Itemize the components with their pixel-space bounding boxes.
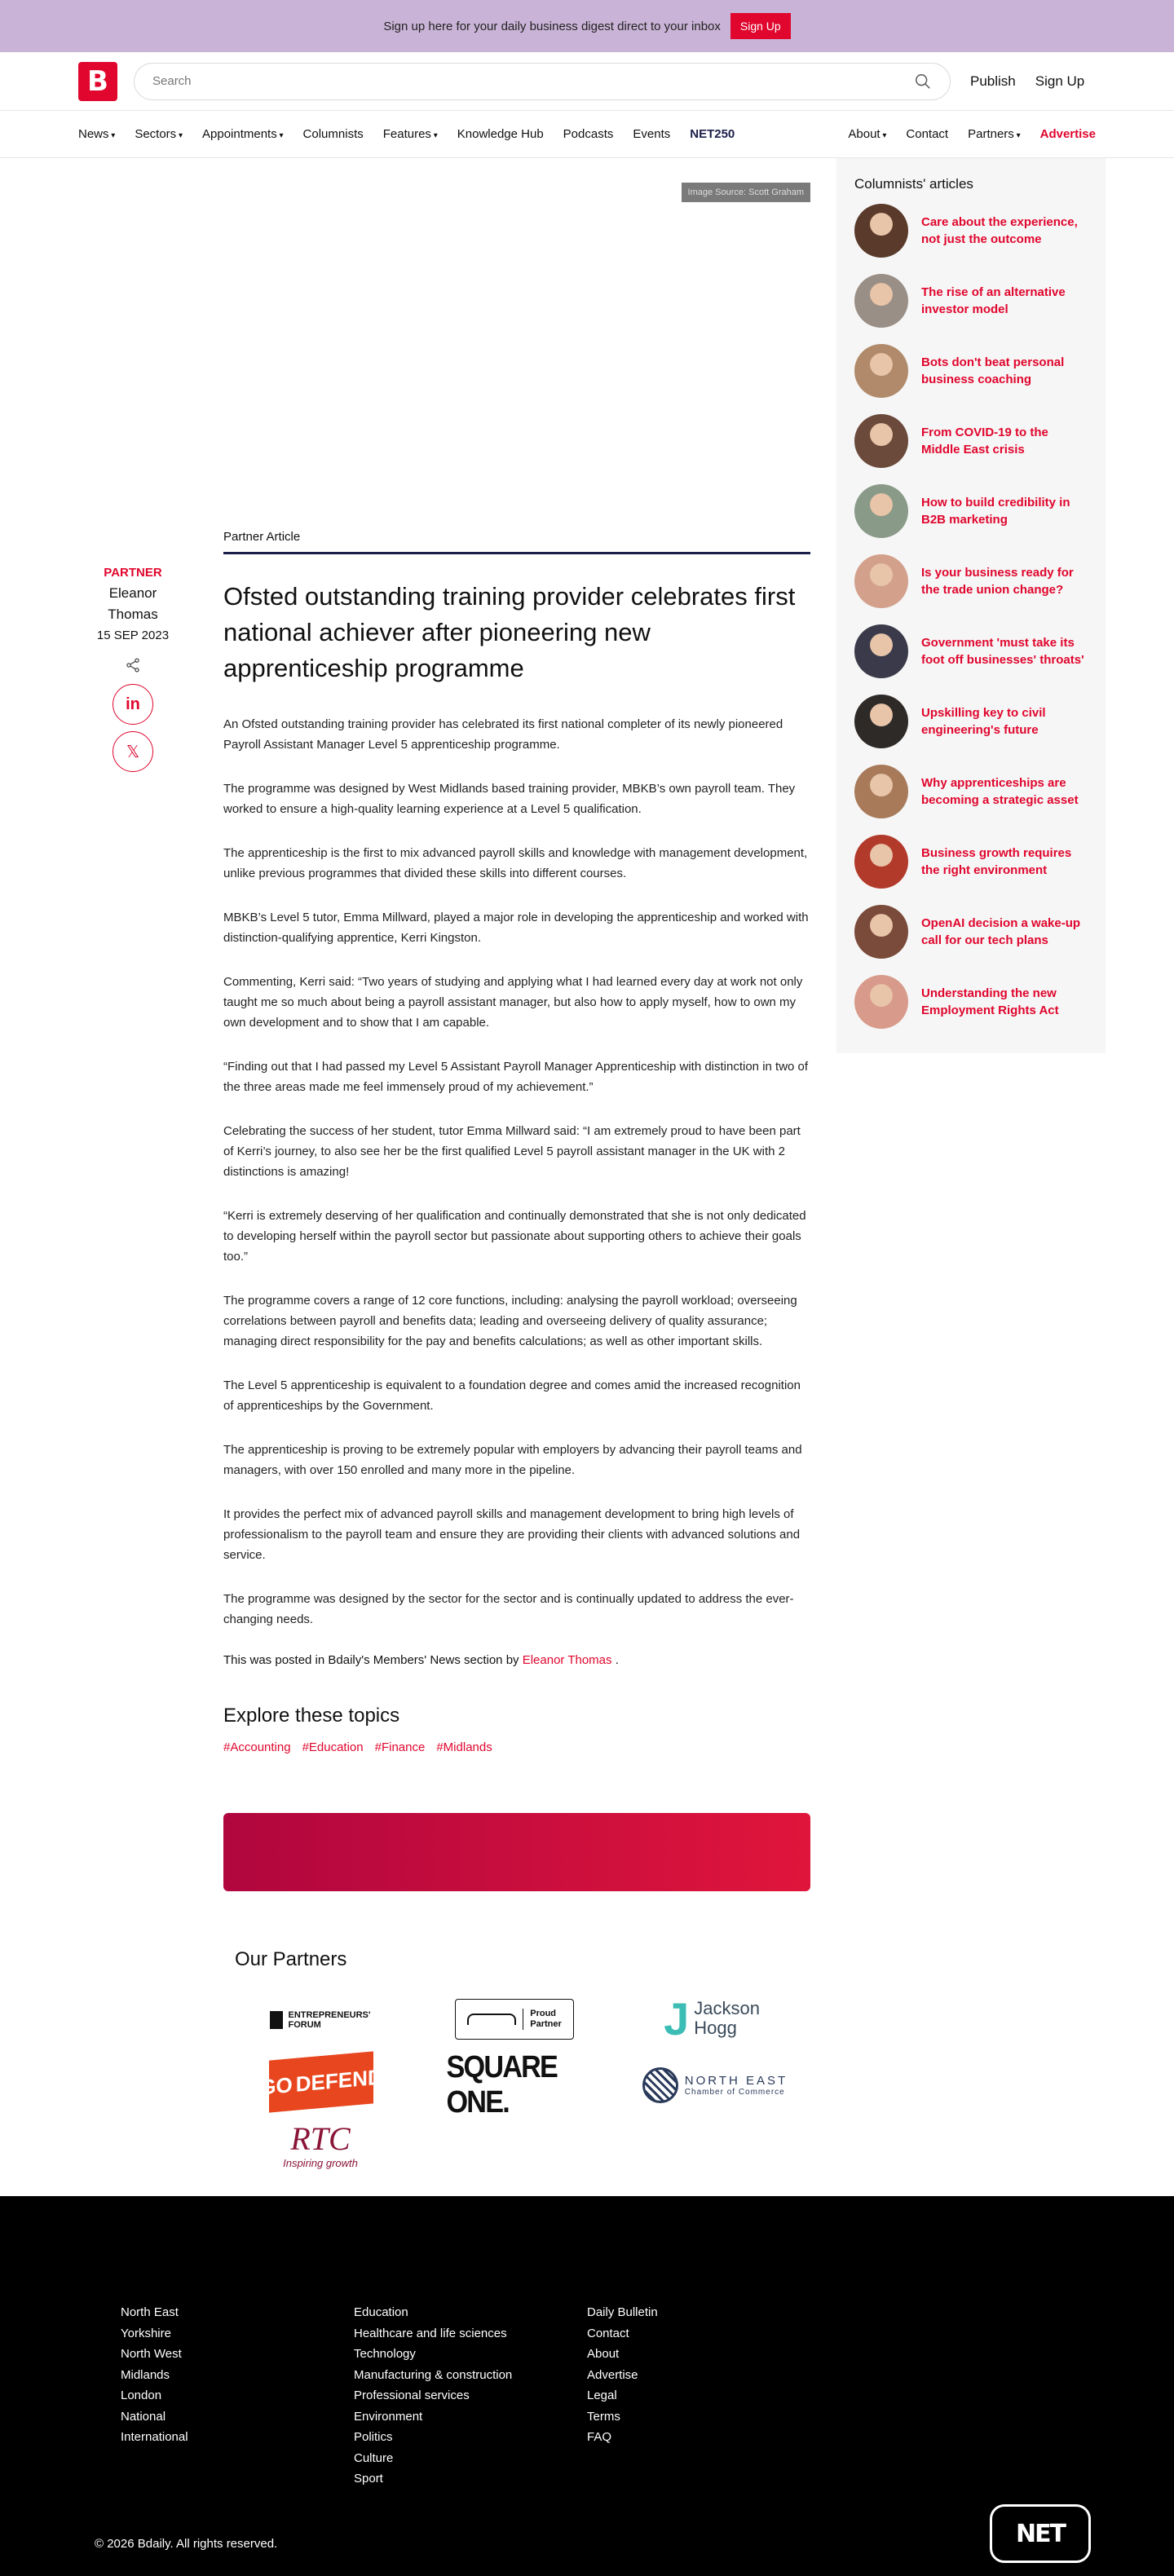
article-paragraph: The apprenticeship is the first to mix advanced payroll skills and knowledge with management development, unlike previous programmes that divided these skills into different courses. bbox=[223, 846, 808, 880]
nav-item-columnists[interactable]: Columnists bbox=[302, 127, 364, 141]
square-one-logo[interactable] bbox=[439, 2050, 594, 2119]
topic-tag-education[interactable]: #Education bbox=[302, 1740, 364, 1754]
article-paragraph: The programme covers a range of 12 core functions, including: analysing the payroll workload; overseeing correlations between payroll and benefits data; leading and overseeing delivery of quality assurance; managing direct responsibility for the pay and benefits calculations; as well as other important skills. bbox=[223, 1294, 797, 1348]
article-paragraph: The Level 5 apprenticeship is equivalent to a foundation degree and comes amid the increased recognition of apprenticeships by the Government. bbox=[223, 1378, 801, 1413]
columnist-article[interactable] bbox=[854, 554, 1088, 608]
article-paragraph: MBKB’s Level 5 tutor, Emma Millward, played a major role in developing the apprenticeship and worked with distinction-qualifying apprentice, Kerri Kingston. bbox=[223, 911, 809, 945]
columnist-article-title[interactable]: Government 'must take its foot off businesses' throats' bbox=[921, 636, 1084, 667]
footer-link-international[interactable]: International bbox=[121, 2430, 188, 2444]
footer-link-yorkshire[interactable]: Yorkshire bbox=[121, 2326, 171, 2340]
footer-link-north-west[interactable]: North West bbox=[121, 2347, 182, 2361]
nav-item-partners[interactable]: Partners ▾ bbox=[968, 127, 1021, 141]
site-header bbox=[0, 52, 1174, 111]
x-icon: 𝕏 bbox=[126, 742, 140, 761]
columnist-article-title[interactable]: Upskilling key to civil engineering's future bbox=[921, 706, 1046, 737]
publish-link[interactable]: Publish bbox=[970, 73, 1016, 89]
footer-link-advertise[interactable]: Advertise bbox=[587, 2367, 638, 2382]
columnist-article-title[interactable]: The rise of an alternative investor model bbox=[921, 285, 1066, 316]
footer-link-midlands[interactable]: Midlands bbox=[121, 2367, 170, 2382]
search-input[interactable] bbox=[152, 74, 886, 88]
columnist-avatar[interactable] bbox=[854, 765, 908, 818]
columnist-avatar[interactable] bbox=[854, 905, 908, 959]
footer-link-culture[interactable]: Culture bbox=[354, 2450, 394, 2465]
columnist-article-title[interactable]: Is your business ready for the trade union change? bbox=[921, 566, 1074, 597]
columnist-article[interactable] bbox=[854, 975, 1088, 1029]
linkedin-share-button[interactable] bbox=[113, 684, 153, 725]
author-last-name: Thomas bbox=[108, 607, 158, 622]
nav-item-features[interactable]: Features ▾ bbox=[383, 127, 438, 141]
square-one-text: SQUARE ONE. bbox=[446, 2050, 558, 2119]
footer-link-education[interactable]: Education bbox=[354, 2305, 408, 2319]
main-nav bbox=[0, 111, 1174, 158]
ef-line1: ENTREPRENEURS' bbox=[288, 2010, 371, 2020]
posted-prefix: This was posted in Bdaily's Members' News section by bbox=[223, 1653, 519, 1667]
ne-line1: NORTH EAST bbox=[684, 2074, 788, 2088]
nav-item-contact[interactable]: Contact bbox=[906, 127, 949, 141]
posted-by bbox=[223, 1653, 810, 1667]
topic-tag-accounting[interactable]: #Accounting bbox=[223, 1740, 291, 1754]
columnist-article[interactable] bbox=[854, 624, 1088, 678]
footer-link-environment[interactable]: Environment bbox=[354, 2409, 423, 2424]
jh-line1: Jackson bbox=[694, 1998, 760, 2018]
columnist-article-title[interactable]: Why apprenticeships are becoming a strategic asset bbox=[921, 776, 1079, 807]
nav-item-advertise[interactable]: Advertise bbox=[1039, 127, 1096, 141]
columnist-article-title[interactable]: From COVID-19 to the Middle East crisis bbox=[921, 426, 1048, 457]
promo-signup-button[interactable]: Sign Up bbox=[730, 13, 791, 39]
go-defend-logo[interactable] bbox=[259, 2051, 383, 2112]
columnist-avatar[interactable] bbox=[854, 204, 908, 258]
rtc-logo[interactable] bbox=[267, 2116, 373, 2173]
columnist-avatar[interactable] bbox=[854, 414, 908, 468]
author-first-name: Eleanor bbox=[108, 585, 157, 601]
nav-item-news[interactable]: News ▾ bbox=[78, 127, 115, 141]
article bbox=[223, 530, 810, 1891]
net-logo[interactable]: NET bbox=[990, 2504, 1091, 2563]
search-box[interactable] bbox=[134, 63, 951, 100]
article-paragraph: The programme was designed by West Midlands based training provider, MBKB’s own payroll team. They worked to ensure a high-quality learning experience at a Level 5 qualification. bbox=[223, 782, 796, 816]
footer-link-politics[interactable]: Politics bbox=[354, 2430, 393, 2444]
article-paragraph: “Finding out that I had passed my Level 5 Assistant Payroll Manager Apprenticeship with distinction in two of the three areas made me feel immensely proud of my achievement.” bbox=[223, 1060, 809, 1094]
article-paragraph: The apprenticeship is proving to be extremely popular with employers by advancing their payroll teams and managers, with over 150 enrolled and many more in the pipeline. bbox=[223, 1443, 802, 1477]
partner-badge: PARTNER bbox=[104, 566, 162, 580]
go-line2: DEFEND bbox=[295, 2063, 383, 2097]
footer-link-national[interactable]: National bbox=[121, 2409, 166, 2424]
author-name[interactable] bbox=[78, 583, 188, 625]
proud-line1: Proud bbox=[530, 2009, 557, 2018]
jh-letter: J bbox=[664, 1992, 690, 2044]
footer-link-north-east[interactable]: North East bbox=[121, 2305, 179, 2319]
article-paragraph: “Kerri is extremely deserving of her qualification and continually demonstrated that she is not only dedicated to developing herself within the payroll sector but passionate about supporting others to achieve their goals too.” bbox=[223, 1209, 806, 1264]
linkedin-icon: in bbox=[126, 695, 140, 713]
nav-item-knowledge-hub[interactable]: Knowledge Hub bbox=[457, 127, 544, 141]
columnist-article[interactable] bbox=[854, 765, 1088, 818]
article-meta bbox=[78, 566, 188, 772]
columnist-article[interactable] bbox=[854, 905, 1088, 959]
footer-link-professional-services[interactable]: Professional services bbox=[354, 2389, 470, 2402]
columnist-avatar[interactable] bbox=[854, 975, 908, 1029]
columnist-article-title[interactable]: Business growth requires the right environment bbox=[921, 846, 1072, 877]
footer-link-legal[interactable]: Legal bbox=[587, 2389, 617, 2402]
columnist-article[interactable] bbox=[854, 695, 1088, 748]
rtc-line1: RTC bbox=[290, 2119, 351, 2157]
topic-tag-midlands[interactable]: #Midlands bbox=[436, 1740, 492, 1754]
columnist-avatar[interactable] bbox=[854, 274, 908, 328]
entrepreneurs-forum-logo[interactable] bbox=[259, 2004, 382, 2036]
columnist-article[interactable] bbox=[854, 835, 1088, 889]
footer-regions bbox=[121, 2302, 188, 2448]
footer-link-london[interactable]: London bbox=[121, 2389, 162, 2402]
jackson-hogg-logo[interactable] bbox=[655, 1991, 769, 2046]
sidebar-heading: Columnists' articles bbox=[854, 176, 973, 192]
posted-suffix: . bbox=[615, 1653, 619, 1667]
posted-author-link[interactable]: Eleanor Thomas bbox=[522, 1653, 612, 1667]
footer-link-healthcare-and-life-sciences[interactable]: Healthcare and life sciences bbox=[354, 2326, 507, 2340]
columnist-article-title[interactable]: Understanding the new Employment Rights Act bbox=[921, 986, 1059, 1017]
rtc-line2: Inspiring growth bbox=[283, 2156, 358, 2169]
nav-item-events[interactable]: Events bbox=[633, 127, 671, 141]
columnist-article-title[interactable]: Bots don't beat personal business coaching bbox=[921, 355, 1065, 386]
article-paragraph: An Ofsted outstanding training provider has celebrated its first national completer of its newly pioneered Payroll Assistant Manager Level 5 apprenticeship programme. bbox=[223, 717, 783, 752]
footer-link-about[interactable]: About bbox=[587, 2347, 620, 2361]
columnist-article-title[interactable]: OpenAI decision a wake-up call for our tech plans bbox=[921, 916, 1081, 947]
columnist-avatar[interactable] bbox=[854, 624, 908, 678]
columnist-article[interactable] bbox=[854, 414, 1088, 468]
nav-item-podcasts[interactable]: Podcasts bbox=[563, 127, 614, 141]
article-paragraph: Celebrating the success of her student, tutor Emma Millward said: “I am extremely proud to have been part of Kerri’s journey, to also see her be the first qualified Level 5 payroll assistant manager in the UK with 2 distinctions is amazing! bbox=[223, 1124, 801, 1179]
footer-link-contact[interactable]: Contact bbox=[587, 2326, 629, 2340]
footer-link-manufacturing-construction[interactable]: Manufacturing & construction bbox=[354, 2367, 513, 2382]
footer-link-faq[interactable]: FAQ bbox=[587, 2430, 612, 2444]
columnist-avatar[interactable] bbox=[854, 484, 908, 538]
article-paragraph: It provides the perfect mix of advanced payroll skills and management development to bring high levels of professionalism to the payroll team and ensure they are providing their clients with advanced solutions and service. bbox=[223, 1507, 801, 1562]
columnist-article[interactable] bbox=[854, 484, 1088, 538]
columnist-article[interactable] bbox=[854, 344, 1088, 398]
columnist-article-title[interactable]: Care about the experience, not just the outcome bbox=[921, 215, 1078, 246]
columnist-article-title[interactable]: How to build credibility in B2B marketing bbox=[921, 496, 1070, 527]
proud-partner-logo[interactable] bbox=[455, 1999, 574, 2040]
nav-item-about[interactable]: About ▾ bbox=[848, 127, 886, 141]
publish-date: 15 SEP 2023 bbox=[96, 629, 170, 642]
image-source-label: Image Source: Scott Graham bbox=[682, 183, 810, 202]
topic-tag-finance[interactable]: #Finance bbox=[374, 1740, 426, 1754]
columnist-avatar[interactable] bbox=[854, 344, 908, 398]
columnist-avatar[interactable] bbox=[854, 835, 908, 889]
article-paragraph: Commenting, Kerri said: “Two years of studying and applying what I had learned every day at work not only taught me so much about being a payroll assistant manager, but also how to apply myself, how to own my own development and to show that I am capable. bbox=[223, 975, 803, 1030]
north-east-chamber-logo[interactable] bbox=[629, 2066, 801, 2105]
signup-link[interactable]: Sign Up bbox=[1035, 73, 1085, 89]
partner-article-label: Partner Article bbox=[223, 530, 810, 554]
ef-line2: FORUM bbox=[288, 2020, 321, 2030]
nav-item-sectors[interactable]: Sectors ▾ bbox=[135, 127, 183, 141]
columnists-sidebar bbox=[836, 158, 1106, 1053]
partners-heading: Our Partners bbox=[235, 1948, 347, 1970]
columnist-article[interactable] bbox=[854, 204, 1088, 258]
footer-link-sport[interactable]: Sport bbox=[354, 2472, 383, 2486]
search-icon[interactable] bbox=[914, 73, 932, 90]
footer-links bbox=[587, 2302, 658, 2448]
promo-text: Sign up here for your daily business digest direct to your inbox bbox=[383, 19, 721, 33]
footer-sectors bbox=[354, 2302, 512, 2490]
go-line1: GO bbox=[259, 2071, 293, 2100]
x-share-button[interactable] bbox=[113, 731, 153, 772]
promo-banner[interactable] bbox=[223, 1813, 810, 1891]
columnist-avatar[interactable] bbox=[854, 554, 908, 608]
site-footer bbox=[0, 2196, 1174, 2576]
ne-line2: Chamber of Commerce bbox=[684, 2088, 785, 2097]
nav-item-net250[interactable]: NET250 bbox=[690, 127, 735, 141]
partners-section bbox=[235, 1948, 822, 2183]
article-paragraph: The programme was designed by the sector for the sector and is continually updated to address the ever-changing needs. bbox=[223, 1592, 794, 1626]
share-icon[interactable] bbox=[125, 657, 141, 673]
footer-link-terms[interactable]: Terms bbox=[587, 2409, 620, 2424]
columnist-article[interactable] bbox=[854, 274, 1088, 328]
topics-heading: Explore these topics bbox=[223, 1705, 400, 1727]
article-title: Ofsted outstanding training provider celebrates first national achiever after pioneering new apprenticeship programme bbox=[223, 582, 796, 682]
article-body bbox=[223, 714, 810, 1630]
nav-item-appointments[interactable]: Appointments ▾ bbox=[202, 127, 284, 141]
columnist-avatar[interactable] bbox=[854, 695, 908, 748]
footer-link-technology[interactable]: Technology bbox=[354, 2347, 416, 2361]
main-content bbox=[0, 158, 1174, 2196]
hero-image bbox=[223, 183, 810, 509]
jh-line2: Hogg bbox=[694, 2018, 737, 2038]
promo-bar bbox=[0, 0, 1174, 52]
topic-tags bbox=[223, 1740, 810, 1754]
footer-link-daily-bulletin[interactable]: Daily Bulletin bbox=[587, 2305, 658, 2319]
bdaily-logo[interactable]: B bbox=[78, 62, 117, 101]
proud-line2: Partner bbox=[530, 2019, 562, 2029]
copyright: © 2026 Bdaily. All rights reserved. bbox=[95, 2537, 278, 2551]
